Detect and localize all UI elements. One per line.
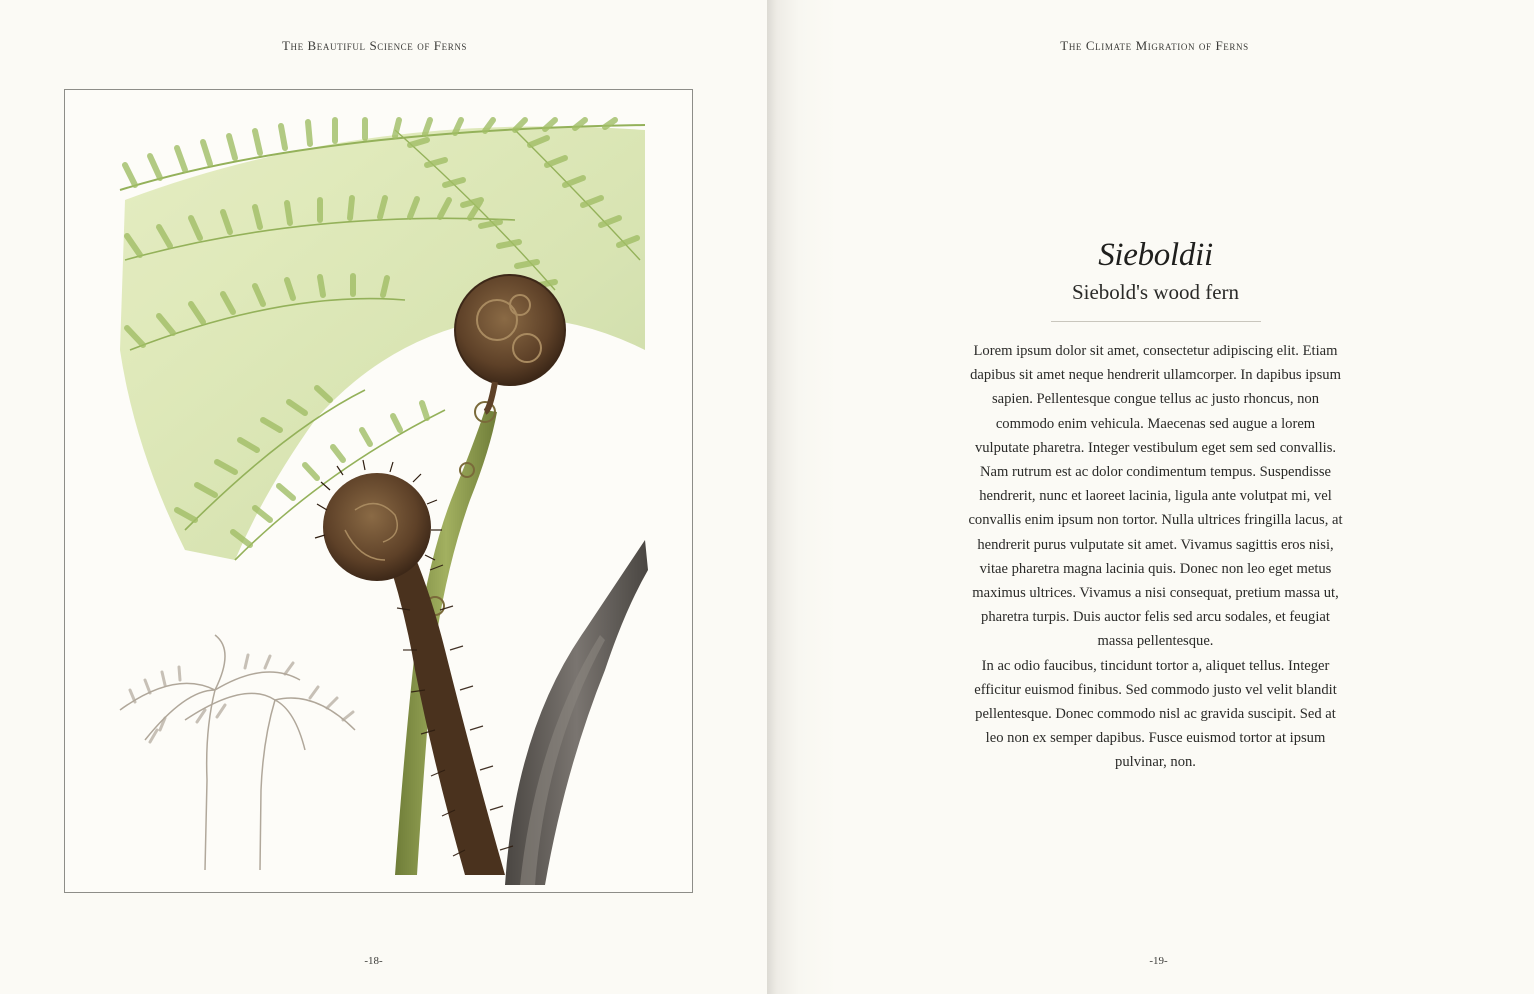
right-page[interactable] [767,0,1534,994]
upper-fiddlehead [455,275,565,412]
species-latin-name: Sieboldii [1098,237,1213,273]
running-head-right: The Climate Migration of Ferns [1060,38,1249,53]
title-divider [1051,321,1261,322]
description-paragraph: Lorem ipsum dolor sit amet, consectetur adipiscing elit. Etiam dapibus sit amet neque hendrerit ullamcorper. In dapibus ipsum sapien. Pellentesque congue tellus ac justo rhoncus, non commodo enim vehicula. Maecenas sed augue a lorem vulputate pharetra. Integer vestibulum eget sem sed convallis. Nam rutrum est ac dolor condimentum tempus. Suspendisse hendrerit, nunc et laoreet lacinia, ligula ante volutpat mi, vel convallis enim ipsum non tortor. Nulla ultrices fringilla lacus, at hendrerit purus vulputate sit amet. Vivamus sagittis eros nisi, vitae pharetra magna lacinia quis. Donec non leo eget metus maximus ultrices. Vivamus a nisi consequat, pretium massa ut, pharetra turpis. Duis auctor felis sed arcu sodales, et feugiat massa pellentesque. [968,343,1343,650]
running-head-left: The Beautiful Science of Ferns [281,38,468,53]
page-number-left: -18- [364,955,383,967]
description-paragraph: In ac odio faucibus, tincidunt tortor a, aliquet tellus. Integer efficitur euismod finibus. Sed commodo justo vel velit blandit pellentesque. Donec commodo nisl ac gravida suscipit. Sed at leo non ex semper dapibus. Fusce euismod tortor at ipsum pulvinar, non. [974,657,1337,771]
species-common-name: Siebold's wood fern [1071,280,1240,304]
species-description [968,339,1343,775]
tree-fern-illustration [65,90,692,892]
page-number-right: -19- [1149,955,1168,967]
species-entry [968,233,1343,775]
dark-stalk [505,540,648,885]
fern-illustration-plate [64,89,693,893]
background-tree-fern-sketch [120,635,355,870]
